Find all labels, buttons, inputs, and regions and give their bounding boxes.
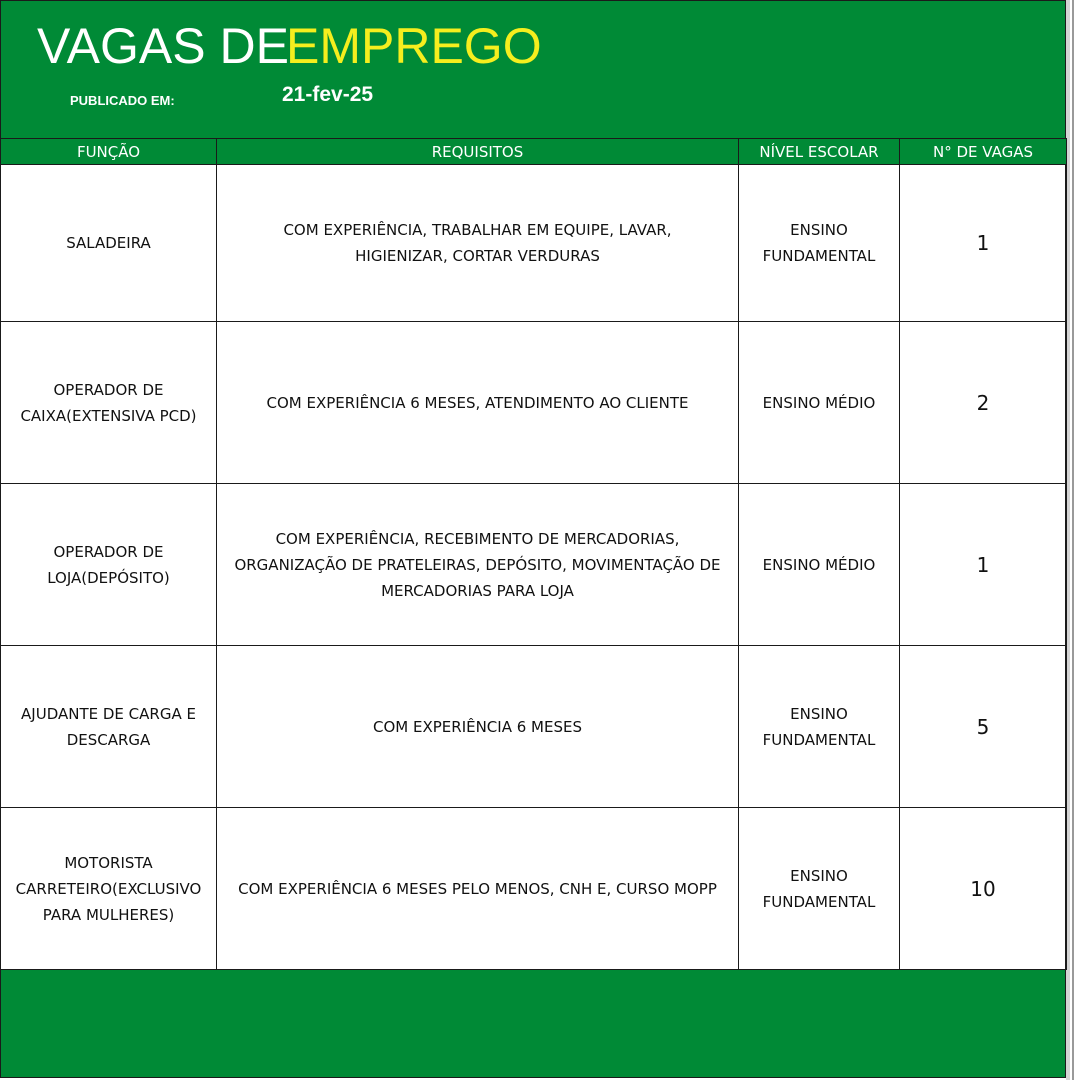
jobs-table (0, 138, 1067, 970)
published-date: 21-fev-25 (282, 83, 374, 106)
cell-vagas: 1 (900, 165, 1067, 322)
col-header-nivel: NÍVEL ESCOLAR (739, 139, 900, 165)
title-part2: EMPREGO (286, 18, 542, 74)
cell-vagas: 5 (900, 646, 1067, 808)
cell-funcao: OPERADOR DE CAIXA(EXTENSIVA PCD) (1, 322, 217, 484)
cell-requisitos: COM EXPERIÊNCIA 6 MESES (217, 646, 739, 808)
col-header-requisitos: REQUISITOS (217, 139, 739, 165)
cell-requisitos: COM EXPERIÊNCIA, TRABALHAR EM EQUIPE, LAVAR, HIGIENIZAR, CORTAR VERDURAS (217, 165, 739, 322)
header-banner (1, 1, 1065, 138)
edge-shadow-dark (1072, 0, 1074, 1080)
table-row (1, 484, 1067, 646)
published-label: PUBLICADO EM: (70, 93, 175, 108)
cell-funcao: AJUDANTE DE CARGA E DESCARGA (1, 646, 217, 808)
cell-vagas: 1 (900, 484, 1067, 646)
cell-requisitos: COM EXPERIÊNCIA 6 MESES, ATENDIMENTO AO CLIENTE (217, 322, 739, 484)
cell-nivel: ENSINO FUNDAMENTAL (739, 808, 900, 970)
col-header-funcao: FUNÇÃO (1, 139, 217, 165)
cell-vagas: 2 (900, 322, 1067, 484)
table-row (1, 808, 1067, 970)
cell-requisitos: COM EXPERIÊNCIA 6 MESES PELO MENOS, CNH E, CURSO MOPP (217, 808, 739, 970)
table-row (1, 165, 1067, 322)
cell-nivel: ENSINO MÉDIO (739, 484, 900, 646)
cell-funcao: OPERADOR DE LOJA(DEPÓSITO) (1, 484, 217, 646)
cell-nivel: ENSINO FUNDAMENTAL (739, 165, 900, 322)
table-header-row (1, 139, 1067, 165)
table-row (1, 322, 1067, 484)
footer-banner (1, 970, 1065, 1077)
cell-requisitos: COM EXPERIÊNCIA, RECEBIMENTO DE MERCADORIAS, ORGANIZAÇÃO DE PRATELEIRAS, DEPÓSITO, MOVIMENTAÇÃO DE MERCADORIAS PARA LOJA (217, 484, 739, 646)
cell-nivel: ENSINO FUNDAMENTAL (739, 646, 900, 808)
title-part1: VAGAS DE (37, 18, 289, 74)
cell-funcao: SALADEIRA (1, 165, 217, 322)
cell-vagas: 10 (900, 808, 1067, 970)
cell-nivel: ENSINO MÉDIO (739, 322, 900, 484)
col-header-vagas: N° DE VAGAS (900, 139, 1067, 165)
table-row (1, 646, 1067, 808)
cell-funcao: MOTORISTA CARRETEIRO(EXCLUSIVO PARA MULHERES) (1, 808, 217, 970)
